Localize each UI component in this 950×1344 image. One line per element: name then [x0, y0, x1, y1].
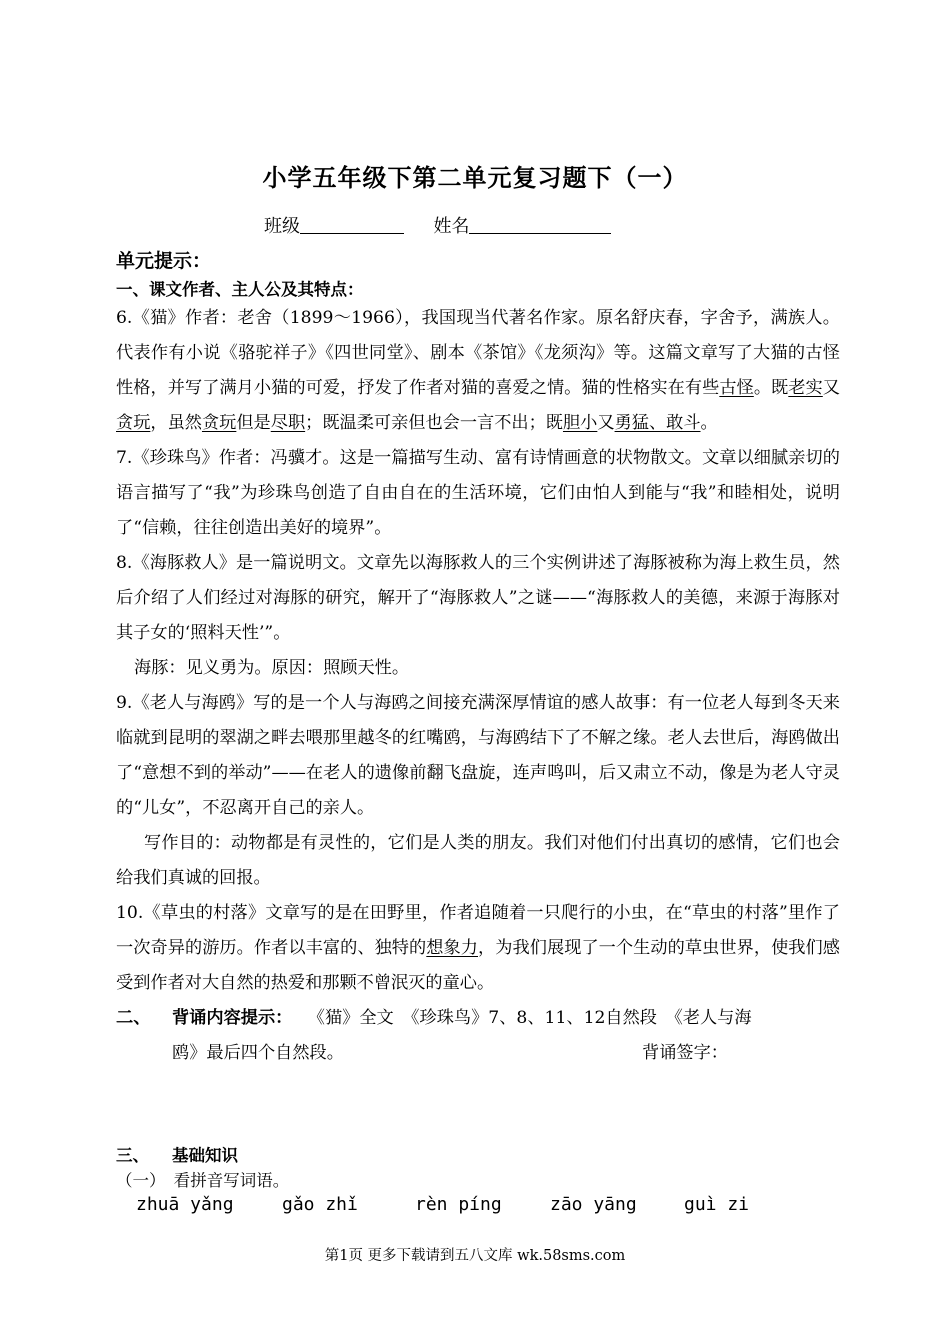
section2-recitation [116, 1001, 840, 1071]
subsection-1-heading: （一） 看拼音写词语。 [116, 1171, 290, 1190]
pinyin-item: zāo yāng [550, 1194, 637, 1215]
pinyin-item: zhuā yǎng [136, 1194, 234, 1215]
paragraph-8-note: 海豚：见义勇为。原因：照顾天性。 [134, 658, 410, 678]
section1-heading: 一、课文作者、主人公及其特点： [116, 280, 364, 299]
section2-number: 二、 [116, 1008, 151, 1028]
paragraph-10: 10.《草虫的村落》文章写的是在田野里，作者追随着一只爬行的小虫，在“草虫的村落”里作了一次奇异的游历。作者以丰富的、独特的想象力，为我们展现了一个生动的草虫世界，使我们感受到作者对大自然的热爱和那颗不曾泯灭的童心。 [116, 903, 840, 993]
recite-sign-label: 背诵签字： [642, 1043, 728, 1063]
paragraph-9-purpose: 写作目的：动物都是有灵性的，它们是人类的朋友。我们对他们付出真切的感情，它们也会给我们真诚的回报。 [116, 833, 840, 888]
name-label: 姓名 [433, 216, 470, 237]
section2-text-1: 《猫》全文 《珍珠鸟》7、8、11、12自然段 《老人与海 [307, 1008, 752, 1028]
student-info-line [264, 212, 611, 238]
paragraph-6: 6.《猫》作者：老舍（1899～1966），我国现当代著名作家。原名舒庆春，字舍予，满族人。代表作有小说《骆驼祥子》《四世同堂》、剧本《茶馆》《龙须沟》等。这篇文章写了大猫的古怪性格，并写了满月小猫的可爱，抒发了作者对猫的喜爱之情。猫的性格实在有些古怪。既老实又贪玩，虽然贪玩但是尽职；既温柔可亲但也会一言不出；既胆小又勇猛、敢斗。 [116, 308, 840, 433]
page-footer: 第1页 更多下载请到五八文库 wk.58sms.com [324, 1248, 626, 1264]
paragraph-8: 8.《海豚救人》是一篇说明文。文章先以海豚救人的三个实例讲述了海豚被称为海上救生员，然后介绍了人们经过对海豚的研究，解开了“海豚救人”之谜——“海豚救人的美德，来源于海豚对其子女的‘照料天性’”。 [116, 553, 840, 643]
section3-number: 三、 [116, 1146, 149, 1165]
pinyin-item: gǎo zhǐ [282, 1194, 358, 1215]
paragraph-7: 7.《珍珠鸟》作者：冯骥才。这是一篇描写生动、富有诗情画意的状物散文。文章以细腻亲切的语言描写了“我”为珍珠鸟创造了自由自在的生活环境，它们由怕人到能与“我”和睦相处，说明了“信赖，往往创造出美好的境界”。 [116, 448, 840, 538]
class-blank[interactable] [300, 215, 404, 234]
paragraph-9: 9.《老人与海鸥》写的是一个人与海鸥之间接充满深厚情谊的感人故事：有一位老人每到冬天来临就到昆明的翠湖之畔去喂那里越冬的红嘴鸥，与海鸥结下了不解之缘。老人去世后，海鸥做出了“意想不到的举动”——在老人的遗像前翻飞盘旋，连声鸣叫，后又肃立不动，像是为老人守灵的“儿女”，不忍离开自己的亲人。 [116, 693, 840, 818]
lesson-notes [116, 301, 840, 1071]
section3-label: 基础知识 [172, 1146, 238, 1165]
class-label: 班级 [264, 216, 300, 237]
unit-tip-heading: 单元提示： [116, 250, 212, 272]
section2-text-2: 鸥》最后四个自然段。 [172, 1043, 344, 1063]
name-blank[interactable] [469, 215, 611, 234]
section3-heading [116, 1142, 238, 1166]
pinyin-item: guì zi [684, 1194, 750, 1215]
pinyin-item: rèn píng [415, 1194, 502, 1215]
section2-label: 背诵内容提示： [172, 1008, 293, 1028]
page-title: 小学五年级下第二单元复习题下（一） [262, 164, 688, 192]
